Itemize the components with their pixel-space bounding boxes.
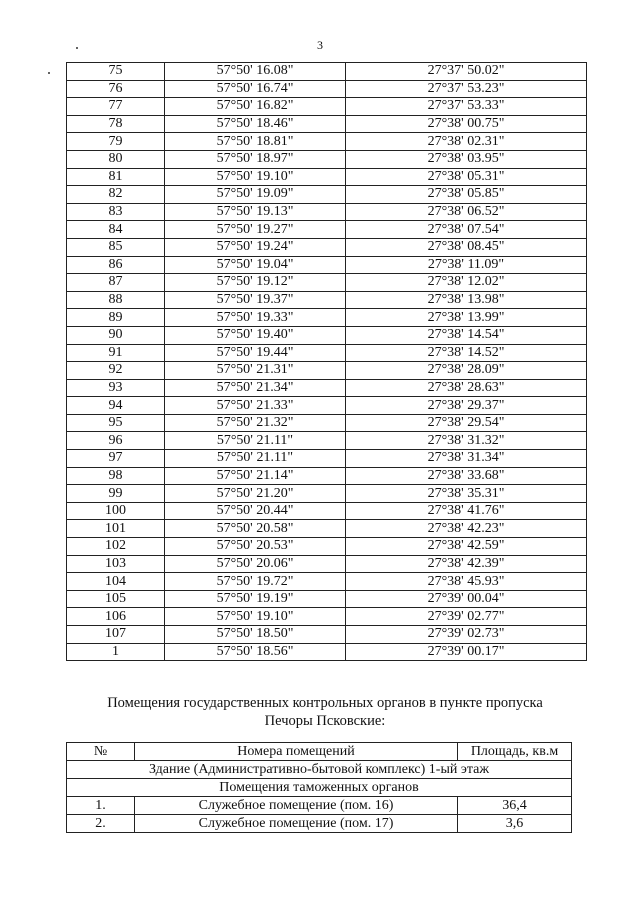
longitude-cell: 27°38' 03.95" (346, 150, 587, 168)
point-number: 83 (67, 203, 165, 221)
longitude-cell: 27°38' 35.31" (346, 485, 587, 503)
point-number: 101 (67, 520, 165, 538)
premises-header-row (67, 743, 572, 761)
latitude-cell: 57°50' 19.19" (165, 590, 346, 608)
latitude-cell: 57°50' 21.20" (165, 485, 346, 503)
coordinate-row (67, 344, 587, 362)
latitude-cell: 57°50' 18.97" (165, 150, 346, 168)
point-number: 81 (67, 168, 165, 186)
latitude-cell: 57°50' 20.58" (165, 520, 346, 538)
coordinate-row (67, 98, 587, 116)
longitude-cell: 27°38' 29.54" (346, 414, 587, 432)
coordinates-table (66, 62, 587, 661)
latitude-cell: 57°50' 19.44" (165, 344, 346, 362)
longitude-cell: 27°38' 42.23" (346, 520, 587, 538)
latitude-cell: 57°50' 19.12" (165, 274, 346, 292)
longitude-cell: 27°38' 28.63" (346, 379, 587, 397)
premises-caption (60, 694, 590, 730)
latitude-cell: 57°50' 21.14" (165, 467, 346, 485)
latitude-cell: 57°50' 18.50" (165, 626, 346, 644)
coordinate-row (67, 379, 587, 397)
point-number: 1 (67, 643, 165, 661)
latitude-cell: 57°50' 20.06" (165, 555, 346, 573)
point-number: 95 (67, 414, 165, 432)
latitude-cell: 57°50' 20.53" (165, 538, 346, 556)
longitude-cell: 27°38' 31.32" (346, 432, 587, 450)
coordinate-row (67, 643, 587, 661)
longitude-cell: 27°38' 14.54" (346, 326, 587, 344)
point-number: 87 (67, 274, 165, 292)
coordinate-row (67, 186, 587, 204)
coordinate-row (67, 238, 587, 256)
coordinate-row (67, 485, 587, 503)
point-number: 76 (67, 80, 165, 98)
point-number: 102 (67, 538, 165, 556)
point-number: 78 (67, 115, 165, 133)
latitude-cell: 57°50' 19.09" (165, 186, 346, 204)
coordinate-row (67, 150, 587, 168)
longitude-cell: 27°38' 41.76" (346, 502, 587, 520)
latitude-cell: 57°50' 16.74" (165, 80, 346, 98)
premises-row-name: Служебное помещение (пом. 17) (135, 815, 458, 833)
point-number: 85 (67, 238, 165, 256)
latitude-cell: 57°50' 19.04" (165, 256, 346, 274)
premises-row-area: 36,4 (458, 797, 572, 815)
latitude-cell: 57°50' 18.46" (165, 115, 346, 133)
latitude-cell: 57°50' 19.33" (165, 309, 346, 327)
longitude-cell: 27°38' 13.98" (346, 291, 587, 309)
point-number: 103 (67, 555, 165, 573)
latitude-cell: 57°50' 21.31" (165, 362, 346, 380)
point-number: 106 (67, 608, 165, 626)
longitude-cell: 27°38' 05.31" (346, 168, 587, 186)
point-number: 97 (67, 450, 165, 468)
longitude-cell: 27°37' 53.23" (346, 80, 587, 98)
coordinate-row (67, 590, 587, 608)
latitude-cell: 57°50' 19.72" (165, 573, 346, 591)
coordinate-row (67, 309, 587, 327)
latitude-cell: 57°50' 19.10" (165, 608, 346, 626)
longitude-cell: 27°38' 00.75" (346, 115, 587, 133)
longitude-cell: 27°38' 11.09" (346, 256, 587, 274)
longitude-cell: 27°38' 42.59" (346, 538, 587, 556)
premises-row (67, 797, 572, 815)
longitude-cell: 27°38' 31.34" (346, 450, 587, 468)
point-number: 96 (67, 432, 165, 450)
point-number: 88 (67, 291, 165, 309)
longitude-cell: 27°38' 07.54" (346, 221, 587, 239)
point-number: 98 (67, 467, 165, 485)
longitude-cell: 27°38' 42.39" (346, 555, 587, 573)
longitude-cell: 27°38' 13.99" (346, 309, 587, 327)
latitude-cell: 57°50' 21.33" (165, 397, 346, 415)
premises-caption-line-1: Помещения государственных контрольных органов в пункте пропуска (107, 695, 543, 711)
coordinate-row (67, 326, 587, 344)
latitude-cell: 57°50' 21.32" (165, 414, 346, 432)
point-number: 90 (67, 326, 165, 344)
coordinate-row (67, 450, 587, 468)
latitude-cell: 57°50' 19.10" (165, 168, 346, 186)
point-number: 107 (67, 626, 165, 644)
coordinate-row (67, 467, 587, 485)
coordinate-row (67, 256, 587, 274)
coordinate-row (67, 133, 587, 151)
header-rooms: Номера помещений (135, 743, 458, 761)
point-number: 75 (67, 63, 165, 81)
point-number: 77 (67, 98, 165, 116)
coordinate-row (67, 520, 587, 538)
coordinate-row (67, 291, 587, 309)
premises-row-num: 1. (67, 797, 135, 815)
point-number: 100 (67, 502, 165, 520)
longitude-cell: 27°38' 06.52" (346, 203, 587, 221)
longitude-cell: 27°39' 02.77" (346, 608, 587, 626)
point-number: 79 (67, 133, 165, 151)
coordinate-row (67, 538, 587, 556)
coordinate-row (67, 274, 587, 292)
latitude-cell: 57°50' 19.24" (165, 238, 346, 256)
premises-table (66, 742, 572, 833)
longitude-cell: 27°39' 00.04" (346, 590, 587, 608)
latitude-cell: 57°50' 20.44" (165, 502, 346, 520)
longitude-cell: 27°38' 29.37" (346, 397, 587, 415)
latitude-cell: 57°50' 16.08" (165, 63, 346, 81)
coordinate-row (67, 626, 587, 644)
longitude-cell: 27°37' 50.02" (346, 63, 587, 81)
point-number: 82 (67, 186, 165, 204)
longitude-cell: 27°38' 33.68" (346, 467, 587, 485)
section-row (67, 779, 572, 797)
point-number: 92 (67, 362, 165, 380)
latitude-cell: 57°50' 21.11" (165, 450, 346, 468)
coordinate-row (67, 573, 587, 591)
point-number: 93 (67, 379, 165, 397)
premises-row-name: Служебное помещение (пом. 16) (135, 797, 458, 815)
longitude-cell: 27°38' 14.52" (346, 344, 587, 362)
coordinate-row (67, 432, 587, 450)
point-number: 80 (67, 150, 165, 168)
coordinate-row (67, 397, 587, 415)
premises-row-area: 3,6 (458, 815, 572, 833)
header-area: Площадь, кв.м (458, 743, 572, 761)
point-number: 89 (67, 309, 165, 327)
longitude-cell: 27°39' 00.17" (346, 643, 587, 661)
page-number: 3 (317, 38, 323, 52)
coordinate-row (67, 115, 587, 133)
point-number: 94 (67, 397, 165, 415)
premises-row-num: 2. (67, 815, 135, 833)
longitude-cell: 27°38' 05.85" (346, 186, 587, 204)
latitude-cell: 57°50' 19.27" (165, 221, 346, 239)
longitude-cell: 27°38' 45.93" (346, 573, 587, 591)
premises-caption-line-2: Печоры Псковские: (264, 713, 386, 729)
coordinate-row (67, 362, 587, 380)
latitude-cell: 57°50' 16.82" (165, 98, 346, 116)
longitude-cell: 27°38' 12.02" (346, 274, 587, 292)
latitude-cell: 57°50' 19.37" (165, 291, 346, 309)
coordinate-row (67, 168, 587, 186)
latitude-cell: 57°50' 21.11" (165, 432, 346, 450)
coordinate-row (67, 414, 587, 432)
coordinates-table-body (67, 63, 587, 661)
longitude-cell: 27°38' 08.45" (346, 238, 587, 256)
coordinate-row (67, 555, 587, 573)
coordinate-row (67, 502, 587, 520)
point-number: 91 (67, 344, 165, 362)
latitude-cell: 57°50' 19.40" (165, 326, 346, 344)
coordinate-row (67, 203, 587, 221)
latitude-cell: 57°50' 18.81" (165, 133, 346, 151)
coordinate-row (67, 608, 587, 626)
point-number: 99 (67, 485, 165, 503)
scan-speck (48, 72, 50, 74)
point-number: 105 (67, 590, 165, 608)
premises-row (67, 815, 572, 833)
latitude-cell: 57°50' 19.13" (165, 203, 346, 221)
point-number: 86 (67, 256, 165, 274)
longitude-cell: 27°39' 02.73" (346, 626, 587, 644)
longitude-cell: 27°37' 53.33" (346, 98, 587, 116)
coordinate-row (67, 63, 587, 81)
longitude-cell: 27°38' 28.09" (346, 362, 587, 380)
coordinate-row (67, 80, 587, 98)
building-row (67, 761, 572, 779)
building-label: Здание (Административно-бытовой комплекс) 1-ый этаж (67, 761, 572, 779)
section-label: Помещения таможенных органов (67, 779, 572, 797)
latitude-cell: 57°50' 21.34" (165, 379, 346, 397)
point-number: 84 (67, 221, 165, 239)
point-number: 104 (67, 573, 165, 591)
latitude-cell: 57°50' 18.56" (165, 643, 346, 661)
header-num: № (67, 743, 135, 761)
longitude-cell: 27°38' 02.31" (346, 133, 587, 151)
coordinate-row (67, 221, 587, 239)
scan-speck (76, 47, 78, 49)
